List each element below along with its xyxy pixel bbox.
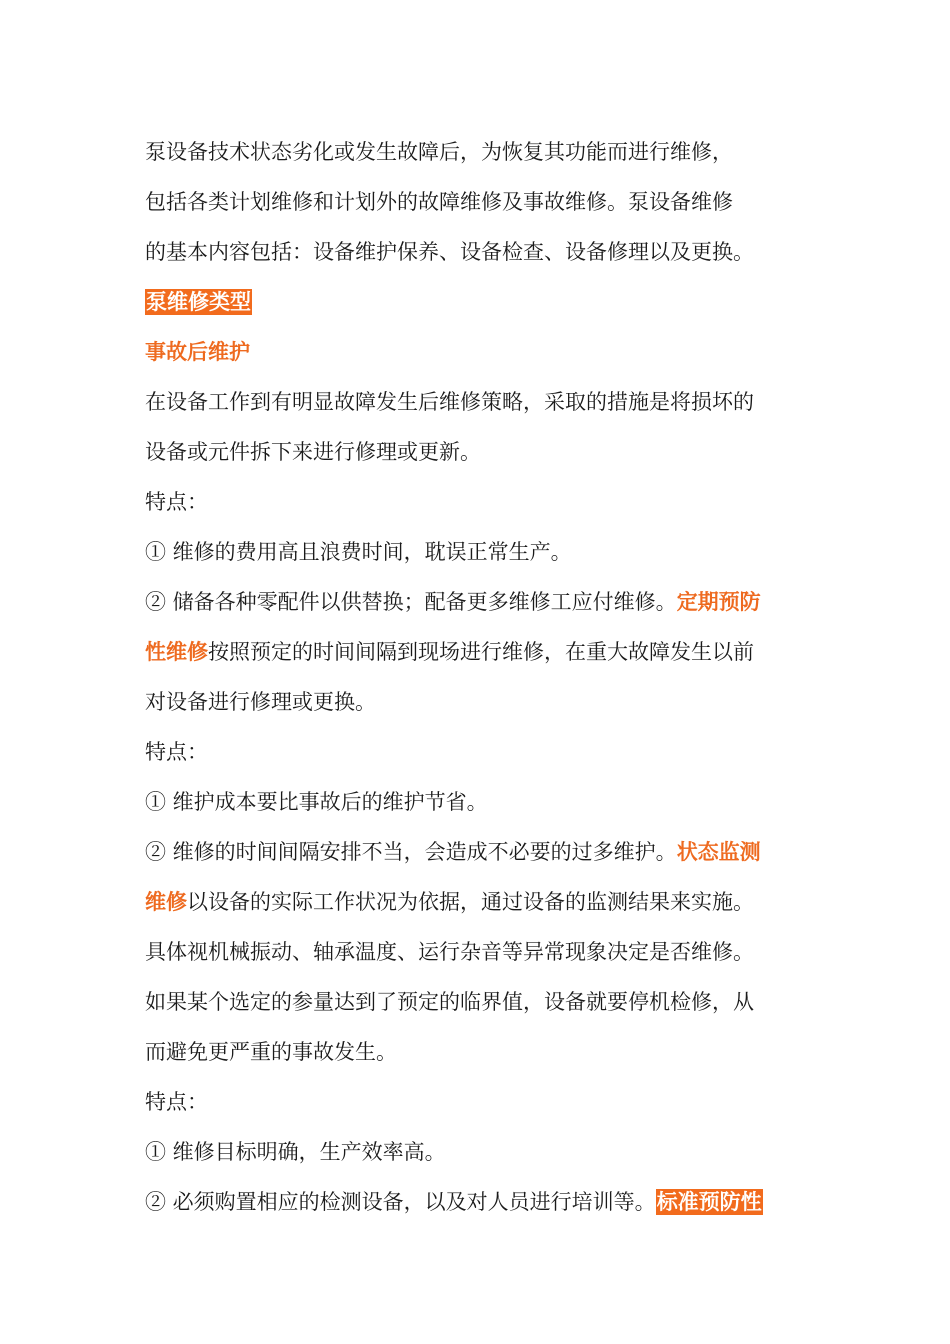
text-run: 具体视机械振动、轴承温度、运行杂音等异常现象决定是否维修。 xyxy=(145,940,754,964)
list-item xyxy=(145,827,815,877)
text-run: 特点： xyxy=(145,490,208,514)
highlighted-heading: 标准预防性 xyxy=(656,1190,762,1214)
text-run: 对设备进行修理或更换。 xyxy=(145,690,376,714)
text-run: 泵设备技术状态劣化或发生故障后，为恢复其功能而进行维修， xyxy=(145,140,733,164)
list-item xyxy=(145,577,815,627)
text-run: ② 必须购置相应的检测设备，以及对人员进行培训等。 xyxy=(145,1190,656,1214)
features-label xyxy=(145,727,815,777)
paragraph-line xyxy=(145,177,815,227)
text-run: 在设备工作到有明显故障发生后维修策略，采取的措施是将损坏的 xyxy=(145,390,754,414)
features-label xyxy=(145,1077,815,1127)
list-item xyxy=(145,1127,815,1177)
text-run: 特点： xyxy=(145,1090,208,1114)
paragraph-line xyxy=(145,377,815,427)
paragraph-line xyxy=(145,227,815,277)
orange-heading: 性维修 xyxy=(145,640,208,664)
paragraph-line xyxy=(145,427,815,477)
text-run: 如果某个选定的参量达到了预定的临界值，设备就要停机检修，从 xyxy=(145,990,754,1014)
section-heading xyxy=(145,277,815,327)
text-run: 按照预定的时间间隔到现场进行维修，在重大故障发生以前 xyxy=(208,640,754,664)
text-run: 设备或元件拆下来进行修理或更新。 xyxy=(145,440,481,464)
paragraph-line xyxy=(145,127,815,177)
paragraph-line xyxy=(145,977,815,1027)
text-run: ① 维护成本要比事故后的维护节省。 xyxy=(145,790,488,814)
text-run: 而避免更严重的事故发生。 xyxy=(145,1040,397,1064)
paragraph-line xyxy=(145,877,815,927)
text-run: 特点： xyxy=(145,740,208,764)
orange-heading: 状态监测 xyxy=(676,840,761,864)
list-item xyxy=(145,777,815,827)
text-run: ② 维修的时间间隔安排不当，会造成不必要的过多维护。 xyxy=(145,840,677,864)
orange-heading: 定期预防 xyxy=(676,590,761,614)
subsection-heading xyxy=(145,327,815,377)
text-run: 以设备的实际工作状况为依据，通过设备的监测结果来实施。 xyxy=(187,890,754,914)
text-run: 包括各类计划维修和计划外的故障维修及事故维修。泵设备维修 xyxy=(145,190,733,214)
list-item xyxy=(145,527,815,577)
paragraph-line xyxy=(145,927,815,977)
orange-heading: 事故后维护 xyxy=(145,340,250,364)
document-body xyxy=(145,127,815,1227)
highlighted-heading: 泵维修类型 xyxy=(146,290,251,314)
orange-heading: 维修 xyxy=(145,890,187,914)
text-run: ① 维修目标明确，生产效率高。 xyxy=(145,1140,446,1164)
paragraph-line xyxy=(145,677,815,727)
features-label xyxy=(145,477,815,527)
list-item xyxy=(145,1177,815,1227)
paragraph-line xyxy=(145,627,815,677)
text-run: ② 储备各种零配件以供替换；配备更多维修工应付维修。 xyxy=(145,590,677,614)
paragraph-line xyxy=(145,1027,815,1077)
text-run: ① 维修的费用高且浪费时间，耽误正常生产。 xyxy=(145,540,572,564)
text-run: 的基本内容包括：设备维护保养、设备检查、设备修理以及更换。 xyxy=(145,240,754,264)
